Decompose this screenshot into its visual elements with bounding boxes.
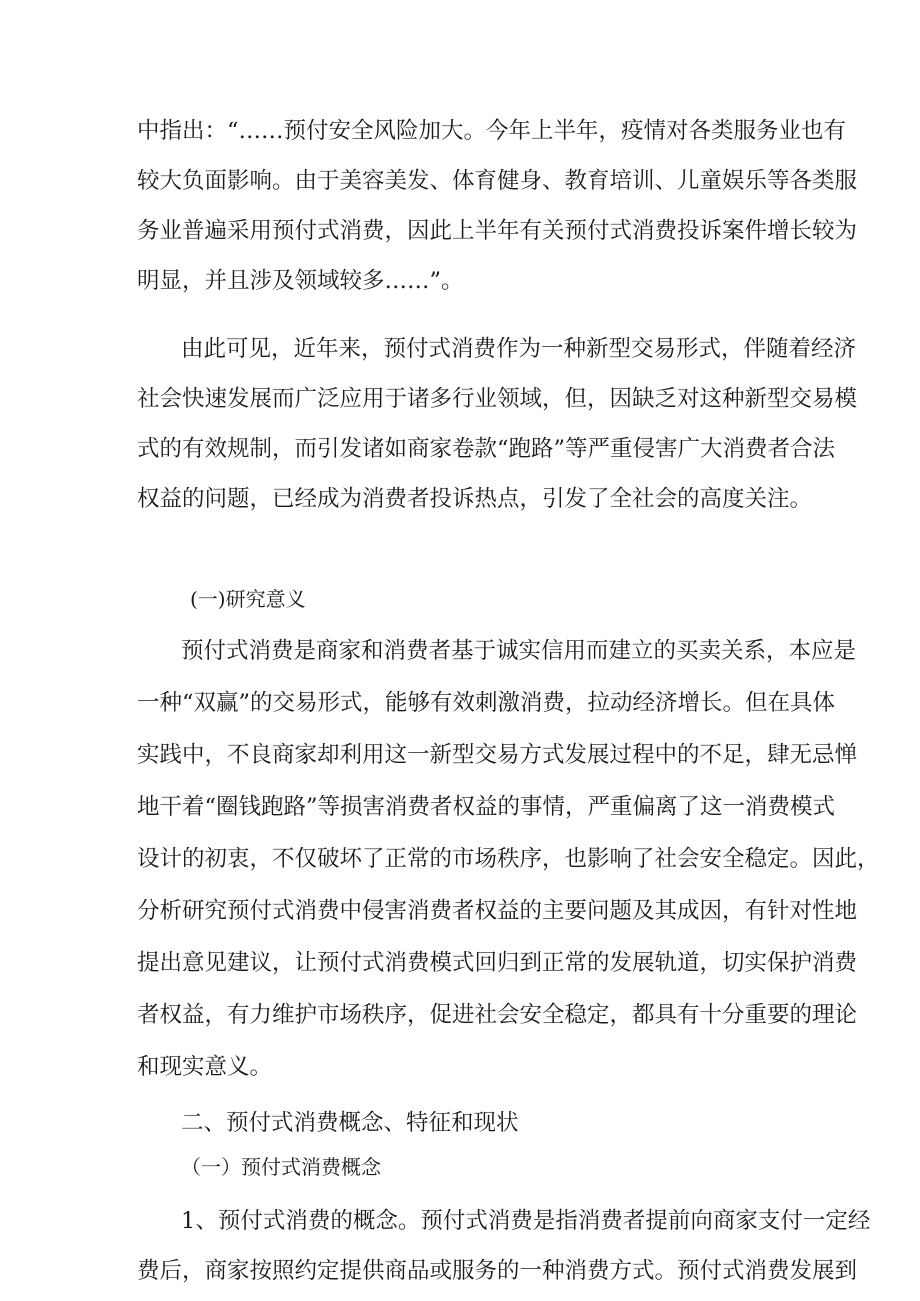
- text-line: 实践中，不良商家却利用这一新型交易方式发展过程中的不足，肆无忌惮: [137, 742, 858, 768]
- text-line: 费后，商家按照约定提供商品或服务的一种消费方式。预付式消费发展到: [137, 1258, 858, 1284]
- text-line: 预付式消费是商家和消费者基于诚实信用而建立的买卖关系，本应是: [181, 638, 857, 664]
- text-line: 提出意见建议，让预付式消费模式回归到正常的发展轨道，切实保护消费: [137, 950, 858, 976]
- text-line: 较大负面影响。由于美容美发、体育健身、教育培训、儿童娱乐等各类服: [137, 168, 858, 194]
- text-line: 社会快速发展而广泛应用于诸多行业领域，但，因缺乏对这种新型交易模: [137, 386, 858, 412]
- text-line: 1、预付式消费的概念。预付式消费是指消费者提前向商家支付一定经: [181, 1208, 871, 1234]
- section-heading: (一)研究意义: [190, 587, 306, 611]
- text-line: 地干着“圈钱跑路”等损害消费者权益的事情，严重偏离了这一消费模式: [137, 794, 836, 820]
- text-line: 中指出：“……预付安全风险加大。今年上半年，疫情对各类服务业也有: [137, 118, 847, 144]
- text-line: 务业普遍采用预付式消费，因此上半年有关预付式消费投诉案件增长较为: [137, 218, 858, 244]
- text-line: 和现实意义。: [137, 1054, 273, 1080]
- text-line: 式的有效规制，而引发诸如商家卷款“跑路”等严重侵害广大消费者合法: [137, 436, 836, 462]
- text-line: 者权益，有力维护市场秩序，促进社会安全稳定，都具有十分重要的理论: [137, 1002, 858, 1028]
- text-line: 由此可见，近年来，预付式消费作为一种新型交易形式，伴随着经济: [181, 336, 857, 362]
- text-line: 分析研究预付式消费中侵害消费者权益的主要问题及其成因，有针对性地: [137, 898, 858, 924]
- section-heading: 二、预付式消费概念、特征和现状: [181, 1110, 519, 1136]
- text-line: 一种“双赢”的交易形式，能够有效刺激消费，拉动经济增长。但在具体: [137, 690, 836, 716]
- subsection-heading: （一）预付式消费概念: [181, 1155, 381, 1179]
- text-line: 明显，并且涉及领域较多……”。: [137, 268, 464, 294]
- text-line: 设计的初衷，不仅破坏了正常的市场秩序，也影响了社会安全稳定。因此，: [137, 846, 880, 872]
- text-line: 权益的问题，已经成为消费者投诉热点，引发了全社会的高度关注。: [137, 486, 813, 512]
